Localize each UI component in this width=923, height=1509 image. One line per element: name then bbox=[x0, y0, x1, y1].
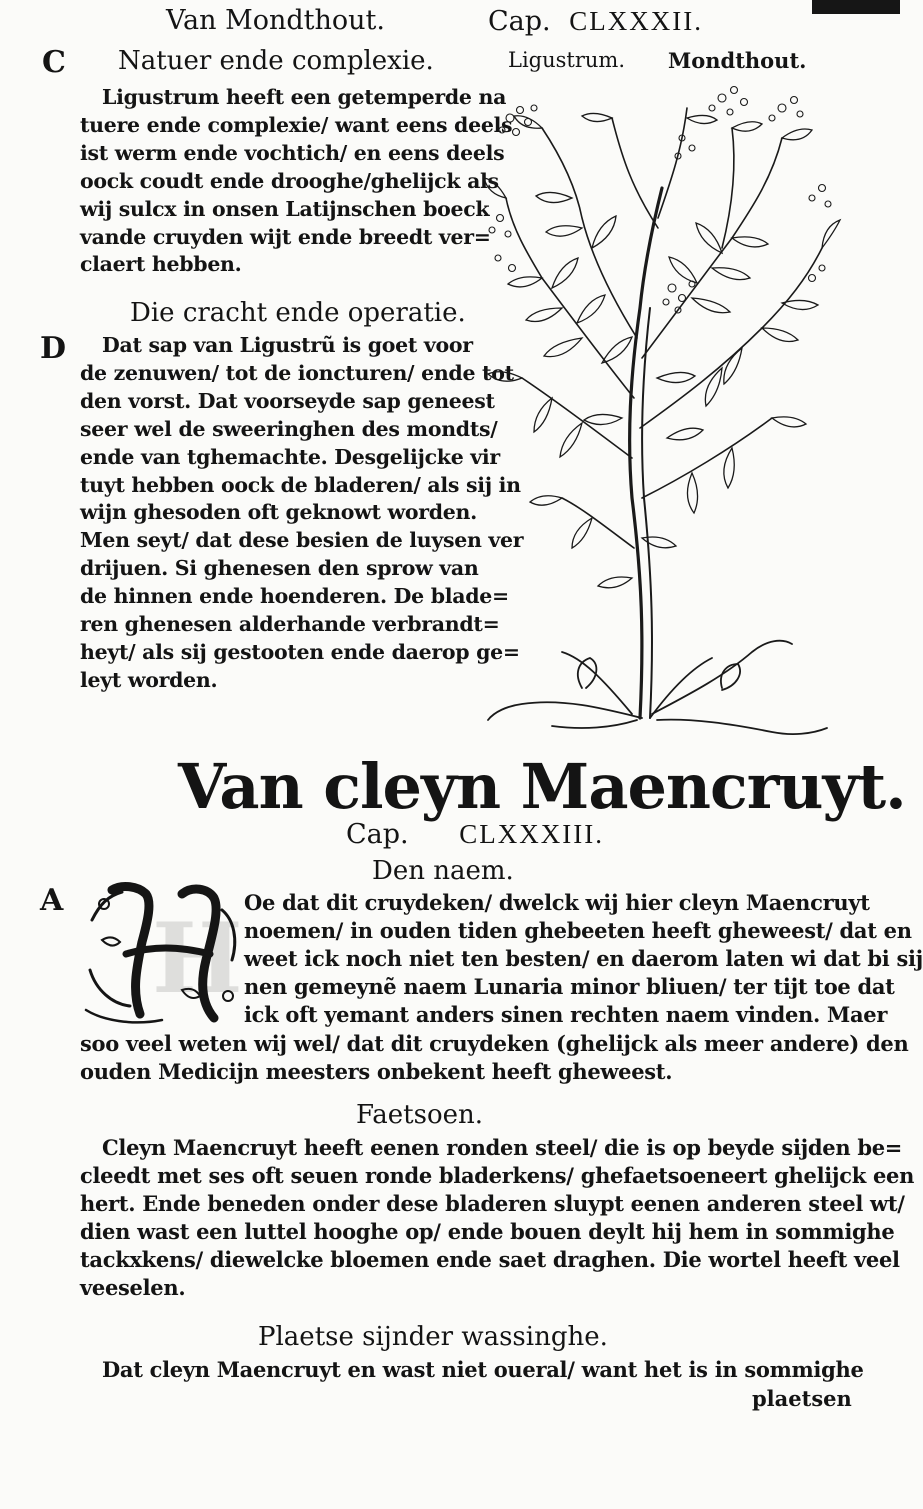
text-line: vande cruyden wijt ende breedt ver= bbox=[80, 224, 491, 249]
paragraph-natuer bbox=[80, 84, 513, 279]
heading-plaetse: Plaetse sijnder wassinghe. bbox=[258, 1322, 608, 1352]
paragraph-faetsoen bbox=[80, 1134, 915, 1303]
text-line: oock coudt ende drooghe/ghelijck als bbox=[80, 168, 499, 193]
text-line: nen gemeynẽ naem Lunaria minor bliuen/ ter tijt toe dat bbox=[244, 974, 895, 1000]
text-line: hert. Ende beneden onder dese bladeren sluypt eenen anderen steel wt/ bbox=[80, 1191, 905, 1217]
text-line: Dat sap van Ligustrũ is goet voor bbox=[102, 333, 473, 357]
text-line: de hinnen ende hoenderen. De blade= bbox=[80, 584, 509, 609]
text-line: ick oft yemant anders sinen rechten naem vinden. Maer bbox=[244, 1002, 888, 1028]
text-line: veeselen. bbox=[80, 1275, 186, 1301]
chapter-label-word: Cap. bbox=[488, 6, 551, 37]
text-line: tuyt hebben oock de bladeren/ als sij in bbox=[80, 472, 521, 497]
text-line: weet ick noch niet ten besten/ en daerom laten wi dat bi sij bbox=[244, 946, 923, 972]
text-line: Men seyt/ dat dese besien de luysen ver bbox=[80, 528, 524, 553]
heading-natuer: Natuer ende complexie. bbox=[118, 46, 434, 76]
text-line: ren ghenesen alderhande verbrandt= bbox=[80, 612, 500, 637]
text-line: wijn ghesoden oft geknowt worden. bbox=[80, 500, 477, 525]
text-line: ist werm ende vochtich/ en eens deels bbox=[80, 140, 505, 165]
text-line: Dat cleyn Maencruyt en wast niet oueral/ want het is in sommighe bbox=[102, 1357, 864, 1382]
text-line: tackxkens/ diewelcke bloemen ende saet draghen. Die wortel heeft veel bbox=[80, 1247, 900, 1273]
margin-marker-c: C bbox=[42, 45, 66, 80]
chapter-label bbox=[488, 4, 703, 39]
ornamental-drop-cap bbox=[82, 880, 242, 1030]
chapter-title: Van cleyn Maencruyt. bbox=[178, 750, 906, 823]
paragraph-plaetse bbox=[80, 1356, 864, 1384]
drop-cap-letter: H bbox=[152, 902, 243, 1015]
text-line: ende van tghemachte. Desgelijcke vir bbox=[80, 444, 500, 469]
heading-naem: Den naem. bbox=[372, 856, 514, 886]
text-line: tuere ende complexie/ want eens deels bbox=[80, 112, 513, 137]
text-line: Cleyn Maencruyt heeft eenen ronden steel/ die is op beyde sijden be= bbox=[102, 1135, 903, 1160]
figure-caption-latin: Ligustrum. bbox=[508, 48, 625, 72]
text-line: den vorst. Dat voorseyde sap geneest bbox=[80, 388, 495, 413]
chapter-word: Cap. bbox=[346, 819, 409, 850]
text-line: soo veel weten wij wel/ dat dit cruydeken (ghelijck als meer andere) den bbox=[80, 1031, 909, 1056]
text-line: claert hebben. bbox=[80, 252, 242, 277]
text-line: Oe dat dit cruydeken/ dwelck wij hier cleyn Maencruyt bbox=[244, 890, 870, 915]
text-line: drijuen. Si ghenesen den sprow van bbox=[80, 556, 479, 581]
text-line: cleedt met ses oft seuen ronde bladerkens/ ghefaetsoeneert ghelijck een bbox=[80, 1163, 915, 1189]
heading-cracht: Die cracht ende operatie. bbox=[130, 298, 466, 328]
text-line: noemen/ in ouden tiden ghebeeten heeft gheweest/ dat en bbox=[244, 918, 912, 944]
text-line: leyt worden. bbox=[80, 667, 218, 692]
text-line: heyt/ als sij gestooten ende daerop ge= bbox=[80, 639, 520, 664]
margin-marker-d: D bbox=[40, 331, 67, 366]
text-line: Ligustrum heeft een getemperde na bbox=[102, 85, 507, 109]
running-head: Van Mondthout. bbox=[166, 5, 385, 36]
paragraph-cracht bbox=[80, 332, 524, 695]
scan-edge-mark bbox=[812, 0, 900, 14]
text-line: ouden Medicijn meesters onbekent heeft gheweest. bbox=[80, 1059, 673, 1085]
ligustrum-woodcut bbox=[482, 78, 842, 738]
text-line: de zenuwen/ tot de ioncturen/ ende tot bbox=[80, 360, 514, 385]
catchword: plaetsen bbox=[752, 1386, 852, 1411]
margin-marker-a: A bbox=[40, 883, 64, 918]
text-line: wij sulcx in onsen Latijnschen boeck bbox=[80, 196, 490, 221]
paragraph-naem-full bbox=[80, 1030, 909, 1086]
heading-faetsoen: Faetsoen. bbox=[356, 1100, 484, 1130]
chapter-label-number: CLXXXII. bbox=[569, 6, 703, 36]
chapter-number: CLXXXIII. bbox=[459, 819, 604, 849]
chapter-number-line bbox=[346, 818, 604, 851]
text-line: dien wast een luttel hooghe op/ ende bouen deylt hij hem in sommighe bbox=[80, 1219, 895, 1245]
paragraph-naem-indented bbox=[244, 889, 923, 1029]
text-line: seer wel de sweeringhen des mondts/ bbox=[80, 416, 498, 441]
figure-caption-dutch: Mondthout. bbox=[668, 48, 807, 73]
